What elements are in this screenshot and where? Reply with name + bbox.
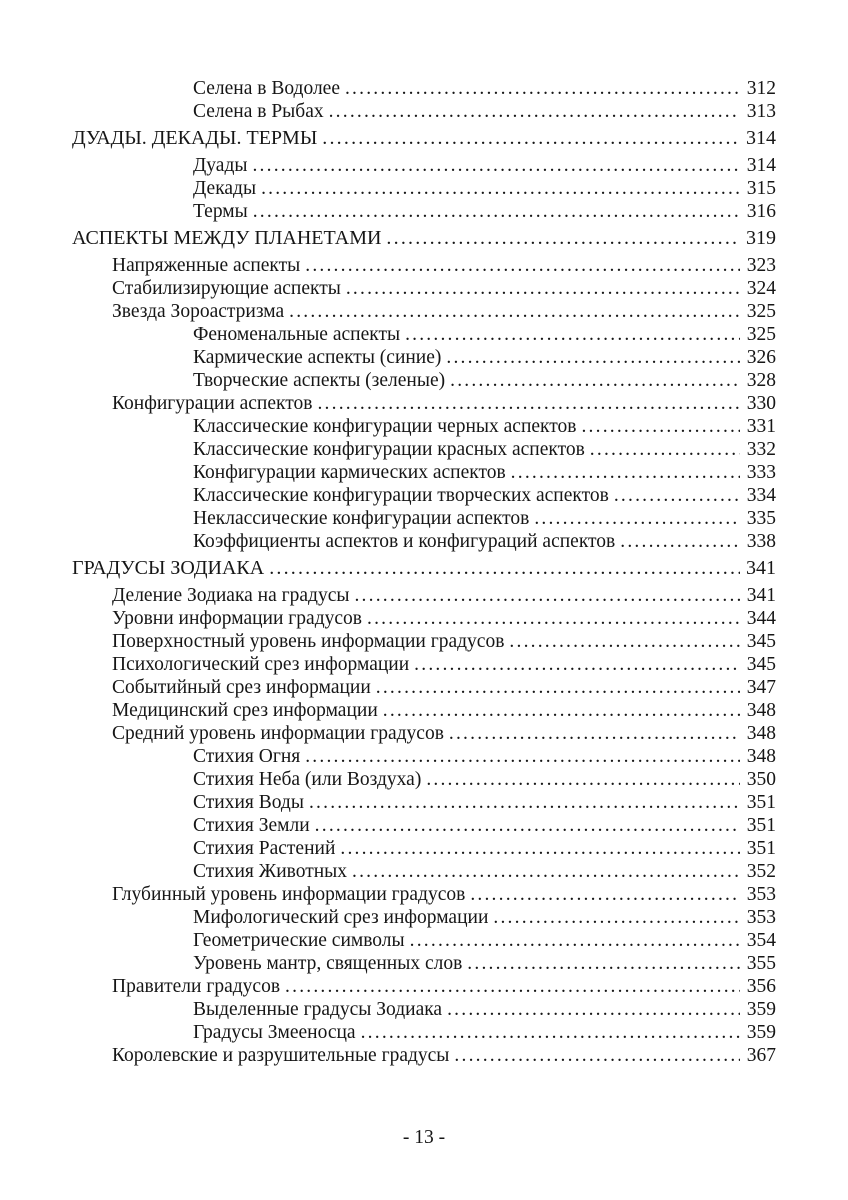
toc-entry-page-number: 351: [746, 792, 776, 813]
toc-entry-label: Стихия Земли: [193, 815, 310, 836]
toc-entry-label: Стихия Растений: [193, 838, 336, 859]
toc-entry-label: Коэффициенты аспектов и конфигураций аспектов: [193, 531, 616, 552]
dot-leader: [534, 507, 740, 530]
toc-entry: [72, 77, 776, 100]
toc-entry-page-number: 314: [746, 127, 776, 149]
toc-entry: [72, 791, 776, 814]
toc-entry: [72, 277, 776, 300]
toc-entry-page-number: 330: [746, 393, 776, 414]
dot-leader: [450, 369, 740, 392]
toc-entry: [72, 346, 776, 369]
toc-entry-label: Кармические аспекты (синие): [193, 347, 442, 368]
toc-entry-label: Стихия Воды: [193, 792, 304, 813]
toc-entry-label: Стихия Животных: [193, 861, 348, 882]
dot-leader: [346, 277, 740, 300]
dot-leader: [329, 100, 740, 123]
toc-entry-page-number: 353: [746, 907, 776, 928]
dot-leader: [620, 530, 740, 553]
dot-leader: [352, 860, 740, 883]
dot-leader: [493, 906, 740, 929]
dot-leader: [305, 745, 740, 768]
dot-leader: [414, 653, 740, 676]
toc-entry: [72, 461, 776, 484]
toc-entry-page-number: 341: [746, 557, 776, 579]
page-number-footer: - 13 -: [402, 1127, 446, 1148]
dot-leader: [376, 676, 740, 699]
dot-leader: [309, 791, 740, 814]
toc-entry-page-number: 315: [746, 178, 776, 199]
toc-entry-label: Звезда Зороастризма: [112, 301, 285, 322]
toc-entry: [72, 699, 776, 722]
dot-leader: [410, 929, 740, 952]
toc-entry-label: Уровни информации градусов: [112, 608, 362, 629]
toc-entry-page-number: 351: [746, 815, 776, 836]
toc-entry-page-number: 334: [746, 485, 776, 506]
toc-entry: [72, 1044, 776, 1067]
toc-entry-label: Творческие аспекты (зеленые): [193, 370, 446, 391]
toc-entry-page-number: 341: [746, 585, 776, 606]
toc-entry-label: Деление Зодиака на градусы: [112, 585, 350, 606]
toc-entry-page-number: 312: [746, 78, 776, 99]
toc-entry: [72, 530, 776, 553]
dot-leader: [614, 484, 740, 507]
toc-entry: [72, 906, 776, 929]
toc-entry-label: Феноменальные аспекты: [193, 324, 401, 345]
toc-entry-label: Глубинный уровень информации градусов: [112, 884, 466, 905]
toc-entry-label: Селена в Водолее: [193, 78, 340, 99]
toc-entry: [72, 860, 776, 883]
toc-entry: [72, 154, 776, 177]
toc-entry: [72, 630, 776, 653]
toc-entry-page-number: 316: [746, 201, 776, 222]
toc-entry: [72, 300, 776, 323]
toc-entry-label: Поверхностный уровень информации градусов: [112, 631, 505, 652]
toc-entry: [72, 975, 776, 998]
toc-entry-label: Термы: [193, 201, 248, 222]
toc-entry: [72, 507, 776, 530]
toc-entry-label: Средний уровень информации градусов: [112, 723, 444, 744]
toc-entry: [72, 929, 776, 952]
toc-entry-label: ДУАДЫ. ДЕКАДЫ. ТЕРМЫ: [72, 127, 318, 149]
toc-entry: [72, 676, 776, 699]
table-of-contents: [72, 77, 776, 1067]
toc-entry-page-number: 356: [746, 976, 776, 997]
toc-entry: [72, 814, 776, 837]
dot-leader: [454, 1044, 740, 1067]
dot-leader: [361, 1021, 740, 1044]
toc-entry-page-number: 347: [746, 677, 776, 698]
dot-leader: [509, 630, 740, 653]
toc-entry-page-number: 324: [746, 278, 776, 299]
toc-entry-label: Психологический срез информации: [112, 654, 410, 675]
toc-entry-page-number: 351: [746, 838, 776, 859]
toc-entry-page-number: 355: [746, 953, 776, 974]
dot-leader: [581, 415, 740, 438]
toc-entry: [72, 177, 776, 200]
toc-entry-label: Классические конфигурации черных аспектов: [193, 416, 577, 437]
toc-entry-page-number: 326: [746, 347, 776, 368]
dot-leader: [317, 392, 740, 415]
toc-entry: [72, 883, 776, 906]
toc-entry-label: Стабилизирующие аспекты: [112, 278, 341, 299]
toc-entry-label: Селена в Рыбах: [193, 101, 324, 122]
toc-entry: [72, 1021, 776, 1044]
toc-entry-page-number: 332: [746, 439, 776, 460]
toc-entry-page-number: 345: [746, 631, 776, 652]
toc-entry-label: Геометрические символы: [193, 930, 405, 951]
dot-leader: [386, 227, 740, 250]
dot-leader: [467, 952, 740, 975]
toc-entry-page-number: 348: [746, 746, 776, 767]
toc-entry-label: Неклассические конфигурации аспектов: [193, 508, 530, 529]
toc-entry-label: Конфигурации кармических аспектов: [193, 462, 506, 483]
dot-leader: [285, 975, 740, 998]
dot-leader: [449, 722, 740, 745]
toc-entry-page-number: 354: [746, 930, 776, 951]
toc-entry-page-number: 344: [746, 608, 776, 629]
toc-entry-label: Правители градусов: [112, 976, 281, 997]
dot-leader: [289, 300, 740, 323]
dot-leader: [426, 768, 740, 791]
toc-entry-page-number: 335: [746, 508, 776, 529]
toc-entry: [72, 653, 776, 676]
dot-leader: [269, 557, 740, 580]
toc-entry: [72, 415, 776, 438]
toc-entry-page-number: 350: [746, 769, 776, 790]
dot-leader: [340, 837, 740, 860]
toc-entry-page-number: 313: [746, 101, 776, 122]
toc-entry-page-number: 331: [746, 416, 776, 437]
toc-entry-label: Выделенные градусы Зодиака: [193, 999, 443, 1020]
toc-entry: [72, 323, 776, 346]
toc-entry-label: Стихия Неба (или Воздуха): [193, 769, 422, 790]
dot-leader: [447, 998, 740, 1021]
toc-entry: [72, 768, 776, 791]
toc-entry-label: ГРАДУСЫ ЗОДИАКА: [72, 557, 265, 579]
toc-entry: [72, 369, 776, 392]
toc-entry: [72, 392, 776, 415]
toc-entry-page-number: 328: [746, 370, 776, 391]
toc-entry-label: Классические конфигурации красных аспектов: [193, 439, 585, 460]
toc-entry-label: Конфигурации аспектов: [112, 393, 313, 414]
toc-entry: [72, 254, 776, 277]
toc-entry-label: Медицинский срез информации: [112, 700, 378, 721]
toc-entry-page-number: 325: [746, 324, 776, 345]
dot-leader: [367, 607, 740, 630]
toc-entry-page-number: 338: [746, 531, 776, 552]
dot-leader: [405, 323, 740, 346]
toc-entry-page-number: 314: [746, 155, 776, 176]
toc-entry: [72, 745, 776, 768]
toc-entry-page-number: 352: [746, 861, 776, 882]
toc-entry: [72, 127, 776, 150]
toc-entry-label: Декады: [193, 178, 257, 199]
toc-entry-label: Дуады: [193, 155, 248, 176]
dot-leader: [322, 127, 740, 150]
toc-entry-label: Уровень мантр, священных слов: [193, 953, 463, 974]
toc-entry: [72, 998, 776, 1021]
toc-entry: [72, 438, 776, 461]
dot-leader: [511, 461, 740, 484]
toc-entry: [72, 200, 776, 223]
dot-leader: [253, 200, 740, 223]
dot-leader: [470, 883, 740, 906]
toc-entry-label: Королевские и разрушительные градусы: [112, 1045, 450, 1066]
dot-leader: [261, 177, 740, 200]
dot-leader: [305, 254, 740, 277]
toc-entry: [72, 557, 776, 580]
dot-leader: [354, 584, 740, 607]
toc-entry: [72, 484, 776, 507]
dot-leader: [345, 77, 740, 100]
dot-leader: [315, 814, 740, 837]
toc-entry-page-number: 348: [746, 700, 776, 721]
dot-leader: [252, 154, 740, 177]
dot-leader: [590, 438, 740, 461]
toc-entry-label: Классические конфигурации творческих аспектов: [193, 485, 609, 506]
toc-entry-label: Мифологический срез информации: [193, 907, 489, 928]
toc-entry-label: Стихия Огня: [193, 746, 301, 767]
toc-entry-page-number: 367: [746, 1045, 776, 1066]
toc-entry-page-number: 348: [746, 723, 776, 744]
toc-entry: [72, 584, 776, 607]
dot-leader: [383, 699, 740, 722]
toc-entry-page-number: 323: [746, 255, 776, 276]
dot-leader: [446, 346, 740, 369]
toc-entry-page-number: 353: [746, 884, 776, 905]
toc-entry: [72, 952, 776, 975]
toc-entry: [72, 837, 776, 860]
toc-entry-label: Событийный срез информации: [112, 677, 371, 698]
toc-entry-page-number: 325: [746, 301, 776, 322]
toc-entry-page-number: 359: [746, 1022, 776, 1043]
toc-entry-label: Напряженные аспекты: [112, 255, 301, 276]
toc-entry: [72, 607, 776, 630]
toc-entry-label: Градусы Змееносца: [193, 1022, 356, 1043]
toc-entry: [72, 227, 776, 250]
toc-entry-page-number: 345: [746, 654, 776, 675]
toc-entry-page-number: 333: [746, 462, 776, 483]
toc-entry-label: АСПЕКТЫ МЕЖДУ ПЛАНЕТАМИ: [72, 227, 382, 249]
toc-entry: [72, 100, 776, 123]
toc-entry: [72, 722, 776, 745]
toc-entry-page-number: 319: [746, 227, 776, 249]
toc-entry-page-number: 359: [746, 999, 776, 1020]
